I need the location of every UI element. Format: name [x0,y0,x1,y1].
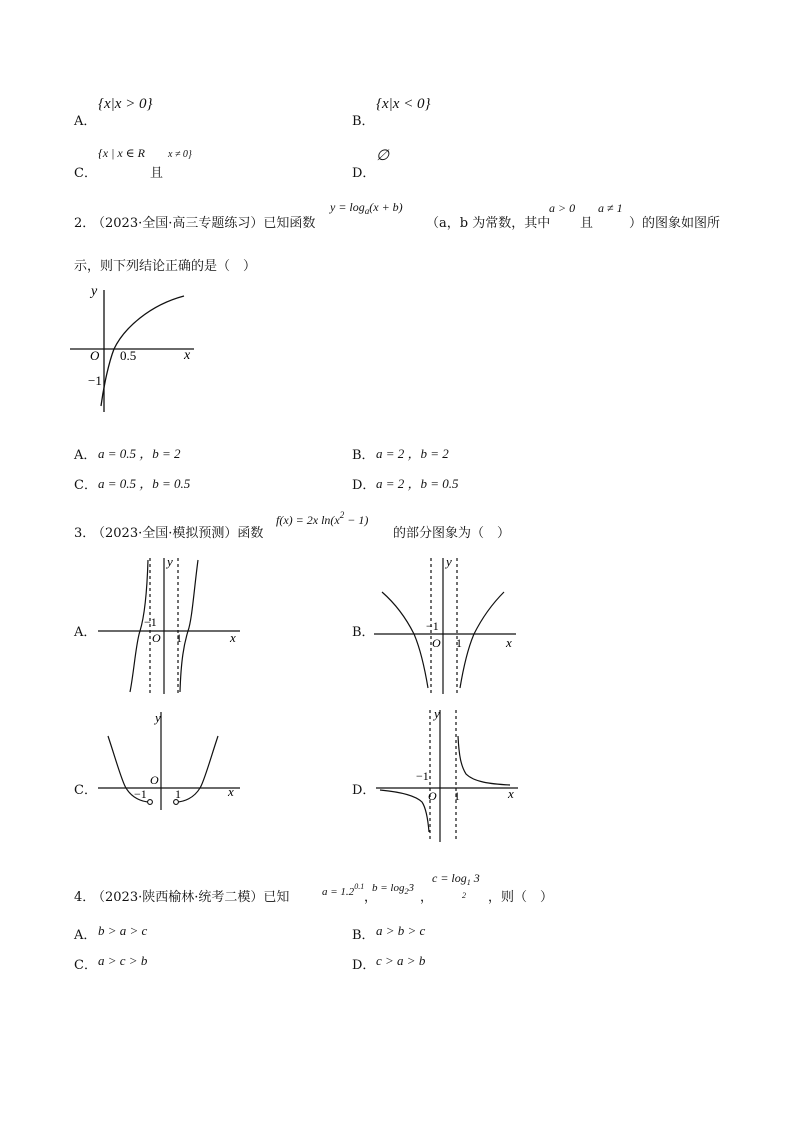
q4-c-expr: $c = \log_1 3$ [432,871,480,887]
x-axis-label: x [230,630,236,645]
x-axis-label: x [184,348,191,363]
q4-tail: ，则（ ） [488,890,554,905]
origin-label: O [152,631,161,645]
right-branch [176,736,218,802]
q2-option-c-label: C． [74,478,97,493]
q4-option-a: b > a > c [98,923,148,938]
q3-source: （2023·全国·模拟预测）函数 [92,526,264,541]
q2-graph [66,278,206,418]
q2-condition-1: a > 0 [549,201,576,215]
q2-option-d: a = 2 ，b = 0.5 [376,476,459,491]
q2-condition-2: a ≠ 1 [598,201,623,215]
q3-option-d-label: D． [352,783,376,798]
y-axis-label: y [434,706,440,721]
y-axis-label: y [446,554,452,569]
q1-option-d-expr: ∅ [376,148,390,164]
q1-option-a-label: A． [74,114,97,129]
tick-neg1: −1 [416,769,429,783]
q4-option-c: a > c > b [98,953,148,968]
q2-and: 且 [580,216,594,231]
y-axis-label: y [167,554,173,569]
q2-option-c: a = 0.5 ，b = 0.5 [98,476,191,491]
q4-option-b-label: B． [352,928,375,943]
y-axis-label: y [155,710,161,725]
tick-1: 1 [454,789,460,803]
q1-option-c-cond: x ≠ 0} [168,149,192,160]
q4-source: （2023·陕西榆林·统考二模）已知 [92,890,290,905]
q4-number: 4． [74,890,96,905]
q3-graph-c [94,706,244,816]
q3-graph-d [372,704,522,846]
x-axis-label: x [228,784,234,799]
q2-number: 2． [74,216,96,231]
tick-1: 1 [456,636,462,650]
open-point-left [148,800,153,805]
q2-option-a: a = 0.5 ，b = 2 [98,446,181,461]
log-curve [101,296,184,406]
origin-label: O [428,789,437,803]
q1-option-b-label: B． [352,114,375,129]
q3-option-b-label: B． [352,625,375,640]
q3-number: 3． [74,526,96,541]
origin-label: O [90,348,100,363]
q4-sep-1: ， [364,890,378,905]
left-branch [380,790,429,832]
tick-neg1: −1 [426,619,439,633]
q2-line-2: 示，则下列结论正确的是（ ） [74,259,257,274]
tick-neg1: −1 [144,615,157,629]
q3-option-c-label: C． [74,783,97,798]
q4-a-expr: $a = 1.2^{0.1}$ [322,882,365,898]
tick-1: 1 [176,631,182,645]
q2-source: （2023·全国·高三专题练习）已知函数 [92,216,316,231]
x-tick-0-5: 0.5 [120,348,137,363]
q1-option-c-label: C． [74,166,97,181]
q4-option-d: c > a > b [376,953,426,968]
q2-option-a-label: A． [74,448,97,463]
q2-option-d-label: D． [352,478,376,493]
q3-option-a-label: A． [74,625,97,640]
y-tick-neg1: −1 [88,373,102,388]
q1-option-c-expr: {x | x ∈ R [98,146,145,160]
left-branch [382,592,428,688]
q4-option-c-label: C． [74,958,97,973]
right-branch [180,560,198,692]
q4-option-b: a > b > c [376,923,426,938]
q3-function: f(x) = 2x $\ln(x^2 - 1)$ [276,510,369,527]
q2-condition-text: （a，b 为常数，其中 [426,216,551,231]
right-branch [460,592,504,688]
q2-function: $y = \log_a(x + b)$ [330,200,403,216]
tick-neg1: −1 [134,787,147,801]
q4-b-expr: $b = \log_23$ [372,882,414,896]
q1-option-a-expr: {x|x > 0} [98,96,153,112]
right-branch [458,736,510,785]
q4-sep-2: ， [420,890,434,905]
q1-option-b-expr: {x|x < 0} [376,96,431,112]
q2-tail: ）的图象如图所 [629,216,721,231]
q3-tail: 的部分图象为（ ） [393,526,511,541]
x-axis-label: x [506,635,512,650]
tick-1: 1 [175,787,181,801]
q2-option-b: a = 2 ，b = 2 [376,446,449,461]
q3-graph-a [94,552,244,698]
origin-label: O [150,773,159,787]
x-axis-label: x [508,786,514,801]
q3-graph-b [370,552,520,698]
q1-option-d-label: D． [352,166,376,181]
origin-label: O [432,636,441,650]
q4-option-d-label: D． [352,958,376,973]
y-axis-label: y [91,284,98,299]
q4-option-a-label: A． [74,928,97,943]
q2-option-b-label: B． [352,448,375,463]
q4-c-sub-denominator: 2 [462,891,466,900]
q1-option-c-and: 且 [150,166,164,181]
